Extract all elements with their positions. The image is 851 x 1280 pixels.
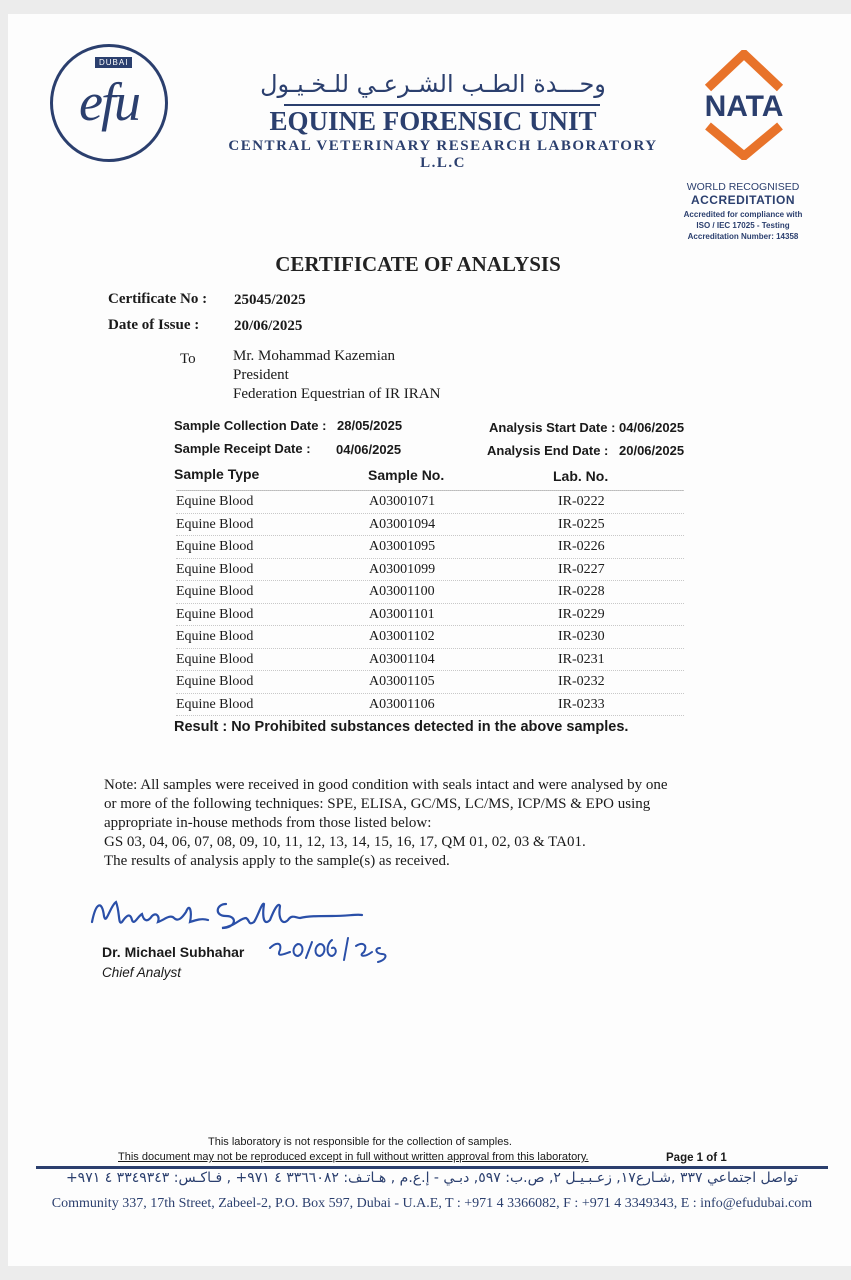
cell-sample-no: A03001101	[369, 606, 435, 622]
footer-disclaimer-2: This document may not be reproduced except in full without written approval from this laboratory.	[118, 1151, 589, 1163]
footer-english-address: Community 337, 17th Street, Zabeel-2, P.O. Box 597, Dubai - U.A.E, T : +971 4 3366082, F : +971 4 3349343, E : info@efudubai.com	[51, 1196, 813, 1211]
to-label: To	[180, 351, 196, 367]
analysis-end-value: 20/06/2025	[619, 443, 685, 458]
certificate-no-label: Certificate No :	[108, 291, 208, 307]
recipient-block	[233, 347, 440, 404]
cell-sample-no: A03001105	[369, 674, 435, 689]
table-row	[176, 603, 684, 626]
header-sample-no: Sample No.	[368, 467, 445, 483]
certificate-no-value: 25045/2025	[234, 292, 306, 308]
cell-sample-no: A03001099	[369, 561, 436, 577]
cell-sample-type: Equine Blood	[176, 696, 254, 712]
analysis-end-label: Analysis End Date :	[487, 443, 609, 458]
collection-date-value: 28/05/2025	[337, 418, 403, 433]
table-row	[176, 580, 684, 603]
nata-logo-text: NATA	[704, 90, 784, 123]
recipient-name: Mr. Mohammad Kazemian	[233, 348, 396, 364]
page-number: Page 1 of 1	[666, 1152, 727, 1164]
header-lab-no: Lab. No.	[553, 468, 609, 484]
cell-sample-type: Equine Blood	[176, 584, 254, 599]
cell-sample-no: A03001094	[369, 516, 436, 532]
date-of-issue-value: 20/06/2025	[234, 318, 303, 334]
table-row	[176, 535, 684, 558]
footer-arabic-address: تواصل اجتماعي ٣٣٧ ,شـارع١٧, زعـبـيـل ٢, ص.ب: ٥٩٧, دبـي - إ.ع.م , هـاتـف: ٣٣٦٦٠٨٢ ٤ ٩٧١+ , فـاكـس: ٣٣٤٩٣٤٣ ٤ ٩٧١+	[65, 1170, 799, 1186]
note-line: Note: All samples were received in good condition with seals intact and were analysed by one	[104, 777, 668, 793]
samples-table	[176, 490, 684, 716]
collection-date-label: Sample Collection Date :	[174, 418, 327, 433]
nata-line4: ISO / IEC 17025 - Testing	[696, 221, 790, 230]
nata-logo	[694, 50, 794, 160]
cell-lab-no: IR-0222	[558, 494, 605, 509]
receipt-date-value: 04/06/2025	[336, 442, 402, 457]
logo-letters: efu	[79, 72, 139, 132]
cell-lab-no: IR-0232	[558, 674, 605, 689]
cell-sample-type: Equine Blood	[176, 674, 254, 689]
recipient-org: Federation Equestrian of IR IRAN	[233, 386, 441, 402]
cell-lab-no: IR-0226	[558, 539, 605, 554]
note-line: GS 03, 04, 06, 07, 08, 09, 10, 11, 12, 13, 14, 15, 16, 17, QM 01, 02, 03 & TA01.	[104, 834, 586, 850]
note-line: appropriate in-house methods from those listed below:	[104, 815, 432, 831]
table-row	[176, 625, 684, 648]
cell-sample-type: Equine Blood	[176, 516, 254, 532]
cell-lab-no: IR-0229	[558, 606, 605, 622]
cell-sample-type: Equine Blood	[176, 651, 254, 667]
signatory-title: Chief Analyst	[102, 965, 182, 980]
lab-subtitle: CENTRAL VETERINARY RESEARCH LABORATORY L.L.C	[228, 138, 658, 171]
cell-sample-type: Equine Blood	[176, 606, 254, 622]
nata-line1: WORLD RECOGNISED	[686, 181, 800, 193]
receipt-date-label: Sample Receipt Date :	[174, 441, 311, 456]
analysis-start-label: Analysis Start Date :	[489, 420, 616, 435]
cell-sample-no: A03001102	[369, 629, 435, 644]
analysis-start-value: 04/06/2025	[619, 420, 685, 435]
cell-lab-no: IR-0225	[558, 516, 605, 532]
recipient-title: President	[233, 367, 289, 383]
cell-lab-no: IR-0233	[558, 696, 605, 712]
efu-logo	[50, 44, 168, 162]
table-row	[176, 693, 684, 717]
note-line: The results of analysis apply to the sample(s) as received.	[104, 853, 450, 869]
cell-lab-no: IR-0228	[558, 584, 605, 599]
cell-sample-no: A03001095	[369, 539, 436, 554]
cell-sample-type: Equine Blood	[176, 539, 254, 554]
cell-sample-type: Equine Blood	[176, 494, 254, 509]
note-line: or more of the following techniques: SPE, ELISA, GC/MS, LC/MS, ICP/MS & EPO using	[104, 796, 651, 812]
nata-line5: Accreditation Number: 14358	[687, 232, 799, 241]
cell-sample-no: A03001100	[369, 584, 435, 599]
header-sample-type: Sample Type	[174, 466, 260, 482]
arabic-unit-title: وحـــدة الطـب الشـرعـي للـخـيـول	[260, 70, 606, 98]
cell-sample-no: A03001071	[369, 494, 436, 509]
nata-line2: ACCREDITATION	[690, 193, 796, 207]
cell-sample-no: A03001106	[369, 696, 435, 712]
date-of-issue-label: Date of Issue :	[108, 317, 200, 333]
table-row	[176, 558, 684, 581]
unit-title: EQUINE FORENSIC UNIT	[269, 106, 597, 136]
certificate-page	[8, 14, 851, 1266]
cell-sample-no: A03001104	[369, 651, 435, 667]
certificate-title: CERTIFICATE OF ANALYSIS	[275, 252, 561, 276]
table-row	[176, 670, 684, 693]
cell-lab-no: IR-0231	[558, 651, 605, 667]
cell-sample-type: Equine Blood	[176, 561, 254, 577]
table-row	[176, 513, 684, 536]
logo-dubai-tag: DUBAI	[95, 57, 132, 68]
cell-lab-no: IR-0230	[558, 629, 605, 644]
nata-line3: Accredited for compliance with	[683, 210, 803, 219]
result-statement: Result : No Prohibited substances detected in the above samples.	[174, 719, 629, 735]
nata-accreditation	[668, 181, 818, 242]
footer-divider	[36, 1166, 828, 1169]
cell-sample-type: Equine Blood	[176, 629, 254, 644]
cell-lab-no: IR-0227	[558, 561, 605, 577]
analysis-note	[104, 776, 734, 871]
signatory-name: Dr. Michael Subhahar	[102, 944, 245, 960]
table-row	[176, 490, 684, 513]
table-row	[176, 648, 684, 671]
footer-disclaimer-1: This laboratory is not responsible for the collection of samples.	[208, 1136, 512, 1148]
